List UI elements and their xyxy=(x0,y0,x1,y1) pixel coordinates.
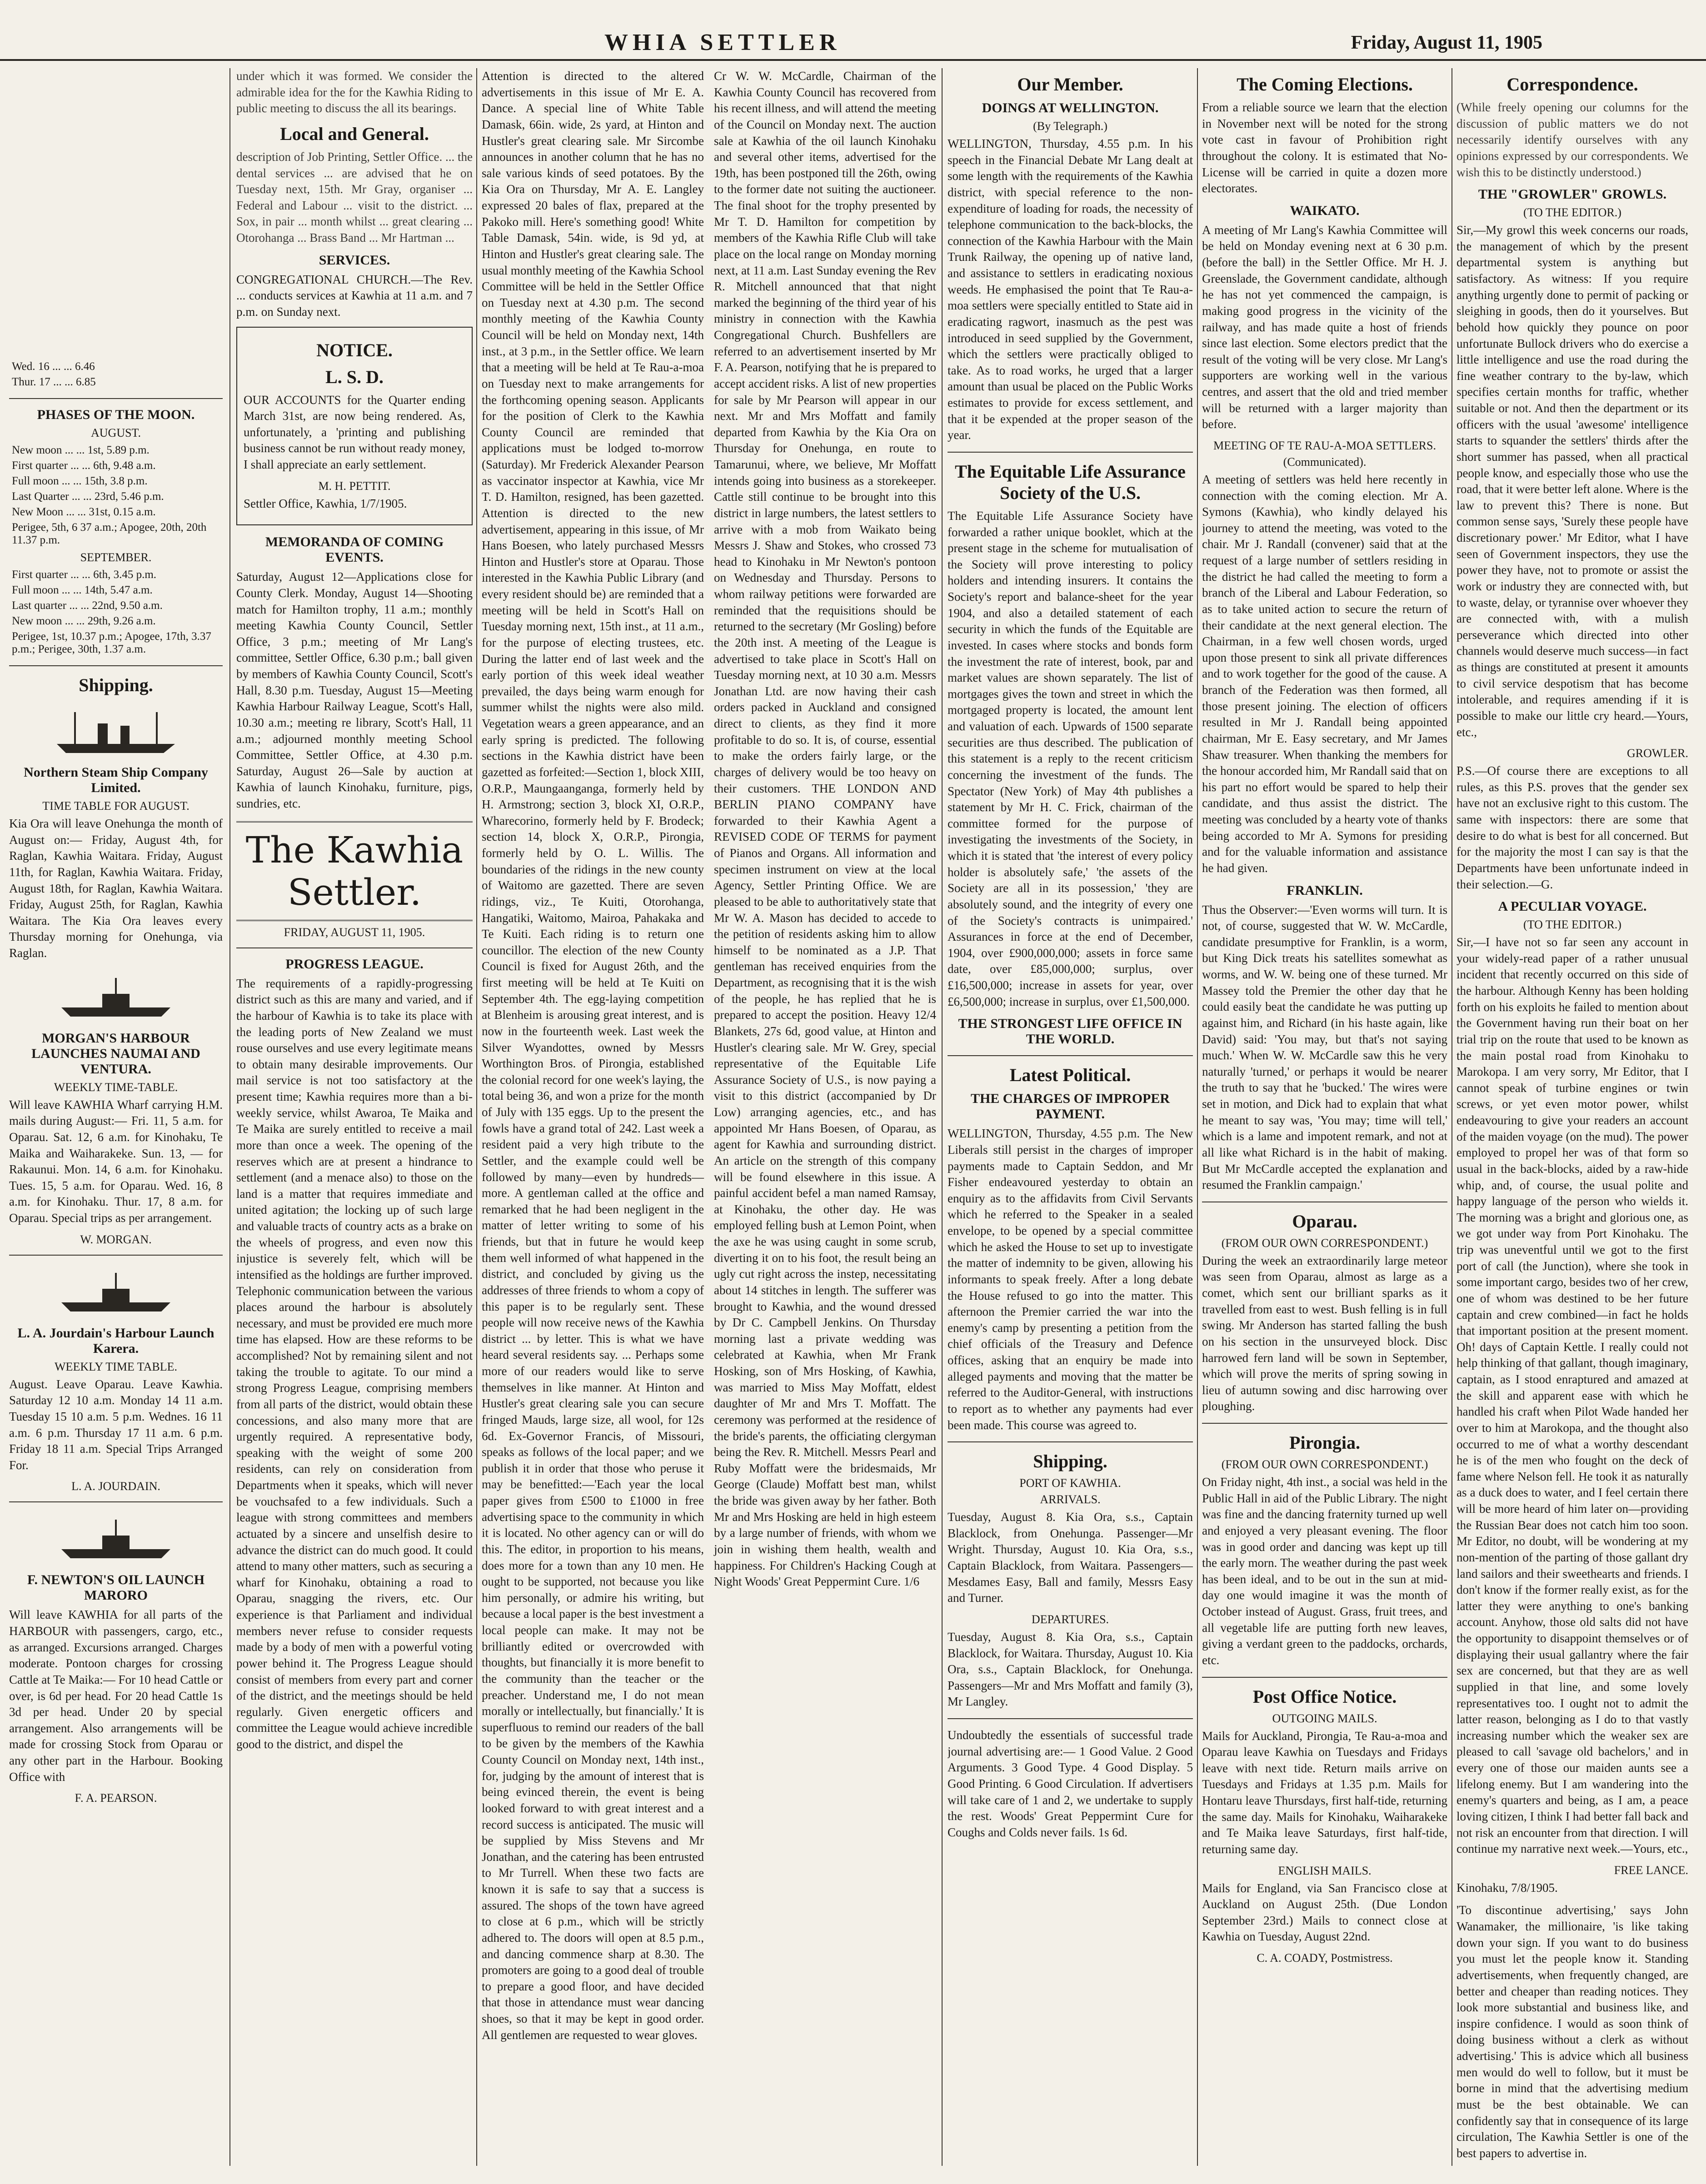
article-text: Mails for England, via San Francisco close at Auckland on August 25th. (Due London September 23rd.) Mails to connect close at Kawhia on Tuesday, August 22nd. xyxy=(1202,1881,1447,1944)
column-2 xyxy=(482,68,936,2166)
disclaimer-text: (While freely opening our columns for the discussion of public matters we do not necessarily identify ourselves with any opinions expressed by our correspondents. We wish this to be distinctly understood.) xyxy=(1457,100,1688,179)
morgan-signature: W. MORGAN. xyxy=(80,1232,152,1246)
divider xyxy=(236,947,473,948)
article-text: A meeting of settlers was held here recently in connection with the coming election. Mr A. Symons (Kawhia), who kindly delayed his journey to attend the meeting, was voted to the chair. Mr J. Randall (convener) said that at the request of a large number of settlers residing in the district he had called the meeting to form a branch of the Liberal and Labour Federation, so as to take united action to secure the return of their candidate at the next general election. The Chairman, in a few well chosen words, urged upon those present to sink all private differences and to work together for the good of the cause. A branch of the Federation was then formed, all those present joining. The election of officers resulted in Mr J. Randall being appointed chairman, Mr E. Easy secretary, and Mr James Shaw treasurer. When thanking the members for the honour accorded him, Mr Randall said that on his part no effort would be spared to help their candidate, and thus assist the district. The meeting was concluded by a hearty vote of thanks being accorded to Mr A. Symons for presiding and for the valuable information and assistance he had given. xyxy=(1202,472,1447,875)
newton-text: Will leave KAWHIA for all parts of the HARBOUR with passengers, cargo, etc., as arranged. Excursions arranged. Charges moderate. Pontoon charges for crossing Cattle at Te Maika:— For 10 head Cattle or over, is 6d per head. For 20 head Cattle 1s 3d per head. Under 20 by special arrangement. Also arrangements will be made for crossing Stock from Oparau or any other part in the Harbour. Booking Office with xyxy=(9,1608,223,1784)
steamship-icon xyxy=(48,703,184,758)
launch-icon xyxy=(48,1511,184,1565)
newton-signature: F. A. PEARSON. xyxy=(75,1791,157,1805)
post-office-heading: Post Office Notice. xyxy=(1252,1686,1397,1707)
divider xyxy=(9,665,223,666)
services-heading: SERVICES. xyxy=(319,252,390,268)
launch-icon xyxy=(48,1264,184,1318)
tide-row: Wed. 16 ... ... 6.46 xyxy=(12,360,95,373)
jourdain-signature: L. A. JOURDAIN. xyxy=(71,1480,160,1493)
letter-text: P.S.—Of course there are exceptions to all rules, as this P.S. proves that the gender sex have not an exclusive right to this custom. The same with inspectors: there are some that desire to do what is best for all concerned. But for the majority the most I can say is that the Departments have been unfortunate indeed in their selection.—G. xyxy=(1457,764,1688,891)
equitable-heading: The Equitable Life Assurance Society of the U.S. xyxy=(955,461,1186,503)
moon-row: Perigee, 5th, 6 37 a.m.; Apogee, 20th, 20th 11.37 p.m. xyxy=(12,521,207,546)
column-1 xyxy=(236,68,473,2166)
departures-heading: DEPARTURES. xyxy=(1031,1612,1109,1626)
postmistress-signature: C. A. COADY, Postmistress. xyxy=(1257,1951,1393,1965)
jourdain-text: August. Leave Oparau. Leave Kawhia. Saturday 12 10 a.m. Monday 14 11 a.m. Tuesday 15 10 a.m. 5 p.m. Wednes. 16 11 a.m. 6 p.m. Thursday 17 11 a.m. 6 p.m. Friday 18 11 a.m. Special Trips Arranged For. xyxy=(9,1377,223,1472)
notice-box xyxy=(236,327,473,526)
letter-place: Kinohaku, 7/8/1905. xyxy=(1457,1880,1558,1895)
port-heading: PORT OF KAWHIA. xyxy=(1019,1476,1121,1490)
article-text: Attention is directed to the altered advertisements in this issue of Mr E. A. Dance. A special line of White Table Damask, 66in. wide, 2s yard, at Hinton and Hustler's great clearing sale. Mr Sircombe announces in another column that he has no sale various kinds of seed potatoes. By the Kia Ora on Thursday, Mr A. E. Langley expressed 20 bales of flax, prepared at the Pakoko mill. Here's something good! White Table Damask, 54in. wide, is 9d yd, at Hinton and Hustler's great clearing sale. The usual monthly meeting of the Kawhia School Committee will be held in the Settler Office on Tuesday next at 4.30 p.m. The second monthly meeting of the Kawhia County Council will be held on Monday next, 14th inst., at 3 p.m., in the Settler office. We learn that a meeting will be held at Te Rau-a-moa on Tuesday next to make arrangements for the forthcoming opening season. Applicants for the position of Clerk to the Kawhia County Council are reminded that applications must be lodged to-morrow (Saturday). Mr Frederick Alexander Pearson as vaccinator inspector at Kawhia, vice Mr T. D. Hamilton, resigned, has been gazetted. Attention is directed to the new advertisement, appearing in this issue, of Mr Hans Boesen, who lately purchased Messrs Hinton and Hustler's store at Oparau. Those interested in the Kawhia Public Library (and every resident should be) are reminded that a meeting will be held in Scott's Hall on Tuesday morning next, 15th inst., at 11 a.m., for the purpose of electing trustees, etc. During the latter end of last week and the early portion of this week ideal weather prevailed, the days being warm enough for summer whilst the nights were also mild. Vegetation wears a green appearance, and an early spring is predicted. The following sections in the Kawhia district have been gazetted as forfeited:—Section 1, block XIII, O.R.P., Maungaanganga, formerly held by H. Armstrong; section 3, block XI, O.R.P., Wharecorino, formerly held by F. Brodeck; section 14, block X, O.R.P., Pirongia, formerly held by O. L. Willis. The boundaries of the ridings in the new county of Waitomo are gazetted. There are seven ridings, viz., Te Kuiti, Otorohanga, Hangatiki, Waitomo, Mairoa, Pahakaka and Te Kuiti. Each riding is to return one councillor. The election of the new County Council is fixed for August 26th, and the first meeting will be held at Te Kuiti on September 4th. The egg-laying competition at Blenheim is arousing great interest, and is now in the fourteenth week. Last week the Silver Wyandottes, owned by Messrs Worthington Bros. of Pirongia, established the colonial record for one week's laying, the total being 36, and won a prize for the month of July with 135 eggs. Up to the present the fowls have a grand total of 242. Last week a resident paid a very high tribute to the Settler, and the example could well be followed by many—even by hundreds—more. A gentleman called at the office and remarked that he had been negligent in the matter of letter writing to some of his friends, but that in future he would keep them well informed of what happened in the district, and concluded by giving us the addresses of three friends to whom a copy of this paper is to be regularly sent. These people will now receive news of the Kawhia district ... by letter. This is what we have heard several residents say. ... Perhaps some more of our readers would like to serve themselves in like manner. At Hinton and Hustler's great clearing sale you can secure fringed Mauds, large size, all wool, for 12s 6d. Ex-Governor Francis, of Missouri, speaks as follows of the local paper; and we publish it in order that those who peruse it may be benefitted:—'Each year the local paper gives from £500 to £1000 in free advertising space to the community in which it is located. No other agency can or will do this. The editor, in proportion to his means, does more for a town than any 10 men. He ought to be supported, not because you like him personally, or admire his writing, but because a local paper is the best investment a local people can make. It may not be brilliantly edited or overcrowded with thoughts, but financially it is more benefit to the community than the teacher or the preacher. Understand me, I do not mean morally or intellectually, but financially.' It is superfluous to remind our readers of the ball to be given by the members of the Kawhia County Council on Monday next, 14th inst., for, judging by the amount of interest that is being evinced therein, the event is being looked forward to with great interest and a record success is anticipated. The music will be supplied by Miss Stevens and Mr Jonathan, and the catering has been entrusted to Mr Turrell. When these two facts are known it is safe to say that a success is assured. The shops of the town have agreed to close at 6 p.m., which will be strictly adhered to. The doors will open at 8.5 p.m., and dancing commence sharp at 8.30. The promoters are going to a good deal of trouble to prepare a good floor, and have decided that those in attendance must wear dancing shoes, so that it may be kept in good order. All gentlemen are requested to wear gloves. xyxy=(482,69,704,2042)
moon-row: First quarter ... ... 6th, 9.48 a.m. xyxy=(12,459,156,472)
september-table xyxy=(9,567,223,657)
oparau-heading: Oparau. xyxy=(1292,1211,1357,1232)
shipping-heading: Shipping. xyxy=(1033,1451,1107,1472)
article-text: description of Job Printing, Settler Office. ... the dental services ... are advised that he on Tuesday next, 15th. Mr Gray, organiser ... Federal and Labour ... visit to the district. ... Sox, in pair ... month whilst ... great clearing ... Otorohanga ... Brass Band ... Mr Hartman ... xyxy=(236,150,473,244)
morgan-heading: MORGAN'S HARBOUR LAUNCHES NAUMAI AND VENTURA. xyxy=(31,1030,200,1077)
moon-row: New moon ... ... 1st, 5.89 p.m. xyxy=(12,444,150,456)
moon-row: First quarter ... ... 6th, 3.45 p.m. xyxy=(12,568,157,581)
column-rule xyxy=(476,68,477,2166)
moon-row: Last quarter ... ... 22nd, 9.50 a.m. xyxy=(12,599,163,612)
telegraph-note: (By Telegraph.) xyxy=(1033,120,1107,133)
masthead-date: Friday, August 11, 1905 xyxy=(1351,32,1542,53)
strongest-heading: THE STRONGEST LIFE OFFICE IN THE WORLD. xyxy=(958,1016,1182,1047)
outgoing-heading: OUTGOING MAILS. xyxy=(1272,1711,1377,1725)
correspondent-note: (FROM OUR OWN CORRESPONDENT.) xyxy=(1221,1236,1428,1250)
dateline: FRIDAY, AUGUST 11, 1905. xyxy=(284,925,425,939)
nss-text: Kia Ora will leave Onehunga the month of August on:— Friday, August 4th, for Raglan, Kawhia Waitara. Friday, August 11th, for Raglan, Kawhia Waitara. Friday, August 18th, for Raglan, Kawhia Waitara. Friday, August 25th, for Raglan, Kawhia Waitara. The Kia Ora leaves every Thursday morning for Onehunga, via Raglan. xyxy=(9,817,223,960)
article-text: Undoubtedly the essentials of successful trade journal advertising are:— 1 Good Value. 2 Good Arguments. 3 Good Type. 4 Good Display. 5 Good Printing. 6 Good Circulation. If advertisers will take care of 1 and 2, we undertake to supply the rest. Woods' Great Peppermint Cure for Coughs and Colds never fails. 1s 6d. xyxy=(948,1728,1193,1839)
masthead xyxy=(0,27,1706,61)
arrivals-heading: ARRIVALS. xyxy=(1040,1493,1101,1506)
divider xyxy=(948,1441,1193,1442)
divider xyxy=(9,1255,223,1256)
member-heading: Our Member. xyxy=(1017,74,1123,95)
article-text: During the week an extraordinarily large meteor was seen from Oparau, almost as large as a comet, which sent our brilliant sparks as it travelled from east to west. Bush felling is in full swing. Mr Anderson has started falling the bush on his section in the unsurveyed block. Disc harrowed fern land will be sown in September, which will prove the merits of spring sowing in lieu of autumn sowing and disc harrowing over ploughing. xyxy=(1202,1253,1447,1413)
divider xyxy=(9,398,223,399)
notice-text: OUR ACCOUNTS for the Quarter ending March 31st, are now being rendered. As, unfortunately, a 'printing and publishing business cannot be run without ready money, I shall appreciate an early settlement. xyxy=(244,393,465,471)
article-text: WELLINGTON, Thursday, 4.55 p.m. The New Liberals still persist in the charges of improper payments made to Captain Seddon, and Mr Fisher endeavoured yesterday to obtain an enquiry as to the affidavits from Civil Servants which he referred to the Speaker in a sealed envelope, to be opened by a special committee which he asked the House to set up to investigate the matter of indemnity to be given, allowing his informants to speak freely. After a long debate the House refused to go into the matter. This afternoon the Premier carried the war into the enemy's camp by presenting a petition from the chief officials of the Treasury and Defence offices, asking that an enquiry be made into alleged payments and moving that the matter be referred to the Auditor-General, with instructions to report as to whether any payments had ever been made. This course was agreed to. xyxy=(948,1127,1193,1432)
notice-heading: NOTICE. xyxy=(316,339,393,360)
jourdain-table-heading: WEEKLY TIME TABLE. xyxy=(55,1360,177,1373)
arrivals-text: Tuesday, August 8. Kia Ora, s.s., Captain Blacklock, from Onehunga. Passenger—Mr Wright. Thursday, August 10. Kia Ora, s.s., Captain Blacklock, from Waitara. Passengers—Mesdames Easy, Ball and family, Messrs Easy and Turner. xyxy=(948,1510,1193,1605)
september-heading: SEPTEMBER. xyxy=(80,551,152,564)
political-heading: Latest Political. xyxy=(1009,1065,1131,1086)
voyage-heading: A PECULIAR VOYAGE. xyxy=(1498,899,1647,914)
article-text: WELLINGTON, Thursday, 4.55 p.m. In his speech in the Financial Debate Mr Lang dealt at some length with the requirements of the Kawhia district, with special reference to the non-expenditure of loading for roads, the necessity of telephone communication to the back-blocks, the connection of the Kawhia Harbour with the Main Trunk Railway, the opening up of native land, and assistance to settlers in eradicating noxious weeds. He emphasised the point that Te Rau-a-moa settlers were specially entitled to State aid in eradicating ragwort, inasmuch as the pest was introduced in seed supplied by the Government, which the settlers were practically obliged to take. As to road works, he urged that a larger amount than usual be placed on the Public Works estimates to provide for excess settlement, and that it be expended at the proper season of the year. xyxy=(948,137,1193,442)
leader-heading: PROGRESS LEAGUE. xyxy=(285,956,424,972)
column-2a xyxy=(482,68,704,2166)
column-rule xyxy=(229,68,230,2166)
column-5 xyxy=(1457,68,1688,2166)
article-text: under which it was formed. We consider the admirable idea for the for the Kawhia Riding to public meeting to discuss the all its bearings. xyxy=(236,69,473,115)
growler-heading: THE "GROWLER" GROWLS. xyxy=(1478,187,1667,202)
elections-heading: The Coming Elections. xyxy=(1237,74,1413,95)
august-table xyxy=(9,443,223,548)
article-text: Mails for Auckland, Pirongia, Te Rau-a-moa and Oparau leave Kawhia on Tuesdays and Fridays leave with next tide. Return mails arrive on Tuesdays and Fridays at 1.35 p.m. Mails for Hontaru leave Thursdays, first half-tide, returning the same day. Mails for Kinohaku, Waiharakeke and Te Maika leave Saturdays, first half-tide, returning same day. xyxy=(1202,1729,1447,1856)
august-heading: AUGUST. xyxy=(90,426,141,439)
letter-signature: GROWLER. xyxy=(1626,747,1688,760)
member-subheading: DOINGS AT WELLINGTON. xyxy=(982,100,1159,115)
article-text: The Equitable Life Assurance Society have forwarded a rather unique booklet, which at the present stage in the scheme for mutualisation of the Society will prove interesting to policy holders and intending insurers. It contains the Society's report and balance-sheet for the year 1904, and also a detailed statement of each security in which the funds of the Equitable are invested. In cases where stocks and bonds form the investment the rate of interest, book, par and market values are shown separately. The list of mortgages gives the town and street in which the mortgaged property is located, the amount lent and valuation of each. Upwards of 1500 separate securities are thus described. The publication of this statement is a reply to the recent criticism concerning the investment of the funds. The Spectator (New York) of May 4th publishes a statement by Mr H. C. Frick, chairman of the committee formed for the purpose of investigating the investments of the Society, in which it is stated that 'the interest of every policy holder is absolutely safe,' 'the assets of the Society are all in its possession,' 'they are absolutely sound, and the integrity of every one of the Society's contracts is unimpaired.' Assurances in force at the end of December, 1904, over £900,000,000; assets in force same date, over £85,000,000; surplus, over £16,500,000; increase in assets for year, over £6,500,000; increase in surplus, over £1,500,000. xyxy=(948,509,1193,1008)
letter-text: Sir,—My growl this week concerns our roads, the management of which by the present departmental system is anything but satisfactory. As witness: If you require anything urgently done to permit of packing or sleighing in goods, then do it yourselves. But behold how quickly they pounce on poor unfortunate Bullock drivers who do exercise a little intelligence and use the road during the fine weather contrary to the by-law, which specifies certain months for traffic, whether suitable or not. And then the department or its officers with the usual 'awesome' intelligence starts to squander the settlers' thirds after the short summer has passed, when all practical people know, and especially those who use the road, that it were better left alone. Where is the law to prevent this? There is none. But common sense says, 'Surely these people have discretionary power.' Mr Editor, what I have seen of Government inspectors, they use the power they have, not to promote or assist the work or industry they are connected with, but to waste, delay, or tyrannise over whoever they are connected with, with a mulish perseverance which directed into other channels would deserve much success—in fact as things are constituted at present it amounts to civil service despotism that has become intolerable, and requires amending if it is possible to make our little cry heard.—Yours, etc., xyxy=(1457,223,1688,739)
moon-row: New moon ... ... 29th, 9.26 a.m. xyxy=(12,615,156,627)
memoranda-heading: MEMORANDA OF COMING EVENTS. xyxy=(265,534,444,565)
meeting-heading: MEETING OF TE RAU-A-MOA SETTLERS. xyxy=(1213,439,1436,452)
franklin-heading: FRANKLIN. xyxy=(1287,883,1363,898)
masthead-title: WHIA SETTLER xyxy=(604,30,841,55)
morgan-table-heading: WEEKLY TIME-TABLE. xyxy=(54,1080,178,1094)
correspondent-note: (FROM OUR OWN CORRESPONDENT.) xyxy=(1221,1458,1428,1471)
nss-heading: Northern Steam Ship Company Limited. xyxy=(24,765,208,795)
notice-subheading: L. S. D. xyxy=(325,366,384,387)
jourdain-heading: L. A. Jourdain's Harbour Launch Karera. xyxy=(17,1325,214,1356)
column-rule xyxy=(942,68,943,2166)
morgan-text: Will leave KAWHIA Wharf carrying H.M. mails during August:— Fri. 11, 5 a.m. for Oparau. Sat. 12, 6 a.m. for Kinohaku, Te Maika and Waiharakeke. Sun. 13, — for Rakaunui. Mon. 14, 6 a.m. for Kinohaku. Tues. 15, 5 a.m. for Oparau. Wed. 16, 8 a.m. for Kinohaku. Thur. 17, 8 a.m. for Oparau. Special trips as per arrangement. xyxy=(9,1097,223,1225)
article-text: Thus the Observer:—'Even worms will turn. It is not, of course, suggested that W. W. McCardle, candidate presumptive for Franklin, is a worm, but King Dick treats his satellites somewhat as worms, and W. W. being one of these turned. Mr Massey told the Premier the other day that he could easily beat the candidate he was putting up against him, and Richard (in his haste again, like David) said: 'You may, but that's not saying much.' When W. W. McCardle saw this he very naturally 'turned,' or perhaps it would be nearer the truth to say that he 'bucked.' The wires were set in motion, and Dick had to explain that what he meant to say was, 'You may; time will tell,' which is a lame and impotent remark, and not at all like what Richard is in the habit of making. But Mr McCardle accepted the explanation and resumed the Franklin campaign.' xyxy=(1202,903,1447,1192)
shipping-heading: Shipping. xyxy=(79,675,153,695)
moon-row: Last Quarter ... ... 23rd, 5.46 p.m. xyxy=(12,490,164,503)
to-editor-note: (TO THE EDITOR.) xyxy=(1523,206,1621,219)
moon-heading: PHASES OF THE MOON. xyxy=(37,407,195,422)
divider xyxy=(948,452,1193,453)
left-column xyxy=(9,68,223,2166)
moon-row: Full moon ... ... 15th, 3.8 p.m. xyxy=(12,475,148,487)
article-text: 'To discontinue advertising,' says John Wanamaker, the millionaire, 'is like taking down your sign. If you want to do business you must let the people know it. Standing advertisements, when frequently changed, are better and cheaper than reading notices. They look more substantial and business like, and inspire confidence. I would as soon think of doing business without a clerk as without advertising.' This is advice which all business men would do well to follow, but it must be borne in mind that the advertising medium must be the best obtainable. We can confidently say that in consequence of its large circulation, The Kawhia Settler is one of the best papers to advertise in. xyxy=(1457,1903,1688,2160)
memoranda-text: Saturday, August 12—Applications close for County Clerk. Monday, August 14—Shooting match for Hamilton trophy, 11 a.m.; monthly meeting Kawhia County Council, Settler Office, 3 p.m.; meeting of Mr Lang's committee, Settler Office, 6.30 p.m.; ball given by members of Kawhia County Council, Scott's Hall, 8.30 p.m. Tuesday, August 15—Meeting Kawhia Harbour Railway League, Scott's Hall, 10.30 a.m.; meeting re library, Scott's Hall, 11 a.m.; adjourned monthly meeting School Committee, Settler Office, at 4.30 p.m. Saturday, August 26—Sale by auction at Kawhia of launch Kinohaku, furniture, pigs, sundries, etc. xyxy=(236,570,473,810)
local-heading: Local and General. xyxy=(280,123,429,144)
charges-heading: THE CHARGES OF IMPROPER PAYMENT. xyxy=(970,1091,1170,1122)
nameplate: The Kawhia Settler. xyxy=(236,821,473,921)
moon-row: New Moon ... ... 31st, 0.15 a.m. xyxy=(12,506,156,518)
correspondence-heading: Correspondence. xyxy=(1506,74,1638,95)
article-text: CONGREGATIONAL CHURCH.—The Rev. ... conducts services at Kawhia at 11 a.m. and 7 p.m. on Sunday next. xyxy=(236,272,473,319)
launch-icon xyxy=(48,969,184,1023)
divider xyxy=(948,1718,1193,1719)
tide-row: Thur. 17 ... ... 6.85 xyxy=(12,376,96,388)
notice-place: Settler Office, Kawhia, 1/7/1905. xyxy=(244,496,407,510)
english-mails-heading: ENGLISH MAILS. xyxy=(1278,1864,1372,1877)
article-text: On Friday night, 4th inst., a social was held in the Public Hall in aid of the Public Library. The night was fine and the dancing fraternity turned up well and enjoyed a very pleasant evening. The floor was in good order and dancing was kept up till the early morn. The weather during the past week has been ideal, and to be out in the sun at mid-day one would imagine it was the month of October instead of August. Grass, fruit trees, and all vegetable life are putting forth new leaves, giving a verdant green to the paddocks, orchards, etc. xyxy=(1202,1475,1447,1667)
newton-heading: F. NEWTON'S OIL LAUNCH MARORO xyxy=(27,1572,205,1603)
article-text: From a reliable source we learn that the election in November next will be noted for the strong vote cast in favour of Prohibition right throughout the colony. It is estimated that No-License will be carried in quite a dozen more electorates. xyxy=(1202,100,1447,195)
letter-text: Sir,—I have not so far seen any account in your widely-read paper of a rather unusual incident that recently occurred on this side of the harbour. Although Kenny has been holding forth on his exploits he failed to mention about the Government having run their boat on her trial trip on the route that used to be known as the main postal road from Kinohaku to Marokopa. I am very sorry, Mr Editor, that I cannot speak of turbine engines or twin screws, or yet even motor power, whilst endeavouring to give your readers an account of the maiden voyage (on the mud). The power employed to propel her was of that form so usual in the back-blocks, aided by a raw-hide whip, and, of course, the usual polite and happy language of the person who wields it. The morning was a bright and glorious one, as we got under way from Port Kinohaku. The trip was uneventful until we got to the first port of call (the Junction), where she took in some important cargo, besides two of her crew, one of whom was destined to be her future captain and crew combined—in fact he holds that important position at the present moment. Oh! days of Captain Kettle. I really could not help thinking of that gallant, though imaginary, captain, as I stood enraptured and amazed at the skill and apparent ease with which he handled his craft when Pilot Wade handed her over to him at Marokopa, and the thought also occurred to me of what a worthy descendant he is of the men who fought on the deck of fame where Nelson fell. He took it as naturally as a duck does to water, and I feel certain there will be more heard of him later on—providing the Russian Bear does not catch him too soon. Mr Editor, no doubt, will be wondering at my non-mention of the parting of those gallant dry land sailors and their sweethearts and friends. I don't know if the former really exist, as for the latter they were anything to one's banking account. Anyhow, those old salts did not have the opportunity to disappoint themselves or of displaying their usual gallantry where the fair sex are concerned, but that they are as well supplied in that line, and some lovely representatives too. I ought not to admit the latter reason, belonging as I do to that vastly increasing number which the weaker sex are pleased to call 'savage old bachelors,' and in every one of those our maiden aunts see a lifelong enemy. But I am wandering into the enemy's quarters and being, as I am, a peace loving citizen, I think I had better fall back and not risk an encounter from that direction. I will continue my narrative next week.—Yours, etc., xyxy=(1457,935,1688,1856)
column-2b xyxy=(714,68,936,2166)
letter-signature: FREE LANCE. xyxy=(1614,1863,1688,1877)
column-4 xyxy=(1202,68,1447,2166)
article-text: A meeting of Mr Lang's Kawhia Committee will be held on Monday evening next at 6 30 p.m. (before the ball) in the Settler Office. Mr H. J. Greenslade, the Government candidate, although he has not yet commenced the campaign, is making good progress in the vicinity of the railway, and has made quite a host of friends since last election. Some electors predict that the result of the voting will be very close. Mr Lang's supporters are working well in the various centres, and assert that the old and tried member will be returned with a larger majority than before. xyxy=(1202,223,1447,431)
article-text: Cr W. W. McCardle, Chairman of the Kawhia County Council has recovered from his recent illness, and will attend the meeting of the Council on Monday next. The auction sale at Kawhia of the oil launch Kinohaku and several other items, advertised for the 19th, has been postponed till the 26th, owing to the former date not suiting the auctioneer. The final shoot for the trophy presented by Mr T. D. Hamilton for competition by members of the Kawhia Rifle Club will take place on the local range on Monday morning next, at 11 a.m. Last Sunday evening the Rev R. Mitchell announced that that night marked the beginning of the third year of his ministry in connection with the Kawhia Congregational Church. Bushfellers are referred to an advertisement inserted by Mr F. A. Pearson, notifying that he is prepared to accept accident risks. A list of new properties for sale by Mr Pearson will appear in our next. Mr and Mrs Moffatt and family departed from Kawhia by the Kia Ora on Thursday for Onehunga, en route to Tamarunui, where, we believe, Mr Moffatt intends going into business as a storekeeper. Cattle still continue to be brought into this district in large numbers, the latest settlers to arrive with a mob from Waikato being Messrs J. Shaw and Stokes, who crossed 73 head to Kinohaku in Mr Newton's pontoon on Wednesday and Thursday. Persons to whom railway petitions were forwarded are reminded that the requisitions should be returned to the secretary (Mr Gosling) before the 20th inst. A meeting of the League is advertised to take place in Scott's Hall on Tuesday morning next, at 10 30 a.m. Messrs Jonathan Ltd. are now having their cash orders packed in Auckland and consigned direct to clients, as they find it more profitable to do so. It is, of course, essential to make the orders fairly large, or the charges of delivery would be too heavy on their customers. THE LONDON AND BERLIN PIANO COMPANY have forwarded to their Kawhia Agent a REVISED CODE OF TERMS for payment of Pianos and Organs. All information and specimen instrument on view at the local Agency, Settler Printing Office. We are pleased to be able to authoritatively state that Mr W. A. Mason has decided to accede to the petition of residents asking him to allow himself to be nominated as a J.P. That gentleman has received enquiries from the Department, as recognising that it is the wish of the people, he has replied that he is prepared to accept the position. Heavy 12/4 Blankets, 27s 6d, good value, at Hinton and Hustler's clearing sale. Mr W. Grey, special representative of the Equitable Life Assurance Society of U.S., is now paying a visit to this district (accompanied by Dr Low) arranging agencies, etc., and has appointed Mr Hans Boesen, of Oparau, as agent for Kawhia and surrounding district. An article on the strength of this company will be found elsewhere in this issue. A painful accident befel a man named Ramsay, at Kinohaku, the other day. He was employed felling bush at Lemon Point, when the axe he was using caught in some scrub, diverting it on to his foot, the result being an ugly cut right across the instep, necessitating about 14 stitches in length. The sufferer was brought to Kawhia, and the wound dressed by Dr C. Campbell Jenkins. On Thursday morning last a private wedding was celebrated at Kawhia, when Mr Frank Hosking, son of Mrs Hosking, of Kawhia, was married to Miss May Moffatt, eldest daughter of Mr and Mrs T. Moffatt. The ceremony was performed at the residence of the bride's parents, the officiating clergyman being the Rev. R. Mitchell. Messrs Pearl and Ruby Moffatt were the bridesmaids, Mr George (Claude) Moffatt best man, whilst the bride was given away by her father. Both Mr and Mrs Hosking are held in high esteem by a large number of friends, with whom we join in wishing them health, wealth and happiness. For Children's Hacking Cough at Night Woods' Great Peppermint Cure. 1/6 xyxy=(714,69,936,1589)
divider xyxy=(1202,1423,1447,1424)
to-editor-note: (TO THE EDITOR.) xyxy=(1523,918,1621,932)
leader-text: The requirements of a rapidly-progressing district such as this are many and varied, and if the harbour of Kawhia is to take its place with the leading ports of New Zealand we must rouse ourselves and use every legitimate means to obtain many desirable improvements. Our mail service is not too satisfactory at the present time; Kawhia requires more than a bi-weekly service, whilst Awaroa, Te Maika and Te Maika are surely entitled to receive a mail more than once a week. The opening of the reserves which are at present a hindrance to settlement (and a menace also) to those on the land is a matter that requires immediate and united agitation; the locking up of such large and valuable tracts of country acts as a brake on the wheels of progress, and even now this injustice is severely felt, which will be intensified as the holdings are further improved. Telephonic communication between the various places around the harbour is absolutely necessary, and must be provided ere much more time has elapsed. How are these reforms to be accomplished? Not by remaining silent and not taking the trouble to agitate. To our mind a strong Progress League, comprising members from all parts of the district, would obtain these concessions, and also many more that are urgently required. A representative body, speaking with the weight of some 200 residents, can rely on consideration from Departments when it speaks, which will never be vouchsafed to a few individuals. Such a league with strong committees and members actuated by a sincere and unselfish desire to advance the district can do much good. It could attend to many other matters, such as securing a wharf for Kinohaku, obtaining a road to Oparau, snagging the rivers, etc. Our experience is that Parliament and individual members never refuse to consider requests made by a body of men with a powerful voting power behind it. The Progress League should consist of members from every part and corner of the district, and the meetings should be held regularly. Given energetic officers and committee the League would achieve incredible good to the district, and dispel the xyxy=(236,976,473,1751)
column-3 xyxy=(948,68,1193,2166)
departures-text: Tuesday, August 8. Kia Ora, s.s., Captain Blacklock, for Waitara. Thursday, August 10. Kia Ora, s.s., Captain Blacklock, for Onehunga. Passengers—Mr and Mrs Moffatt and family (3), Mr Langley. xyxy=(948,1630,1193,1709)
communicated-note: (Communicated). xyxy=(1283,455,1367,469)
tide-table xyxy=(9,359,223,390)
nss-table-heading: TIME TABLE FOR AUGUST. xyxy=(42,799,190,813)
divider xyxy=(948,1055,1193,1056)
moon-row: Full moon ... ... 14th, 5.47 a.m. xyxy=(12,584,153,596)
moon-row: Perigee, 1st, 10.37 p.m.; Apogee, 17th, 3.37 p.m.; Perigee, 30th, 1.37 a.m. xyxy=(12,630,211,655)
divider xyxy=(9,1501,223,1502)
notice-signature: M. H. PETTIT. xyxy=(318,479,391,493)
divider xyxy=(1202,1677,1447,1678)
pirongia-heading: Pirongia. xyxy=(1289,1432,1360,1453)
waikato-heading: WAIKATO. xyxy=(1290,203,1360,218)
column-rule xyxy=(1197,68,1198,2166)
